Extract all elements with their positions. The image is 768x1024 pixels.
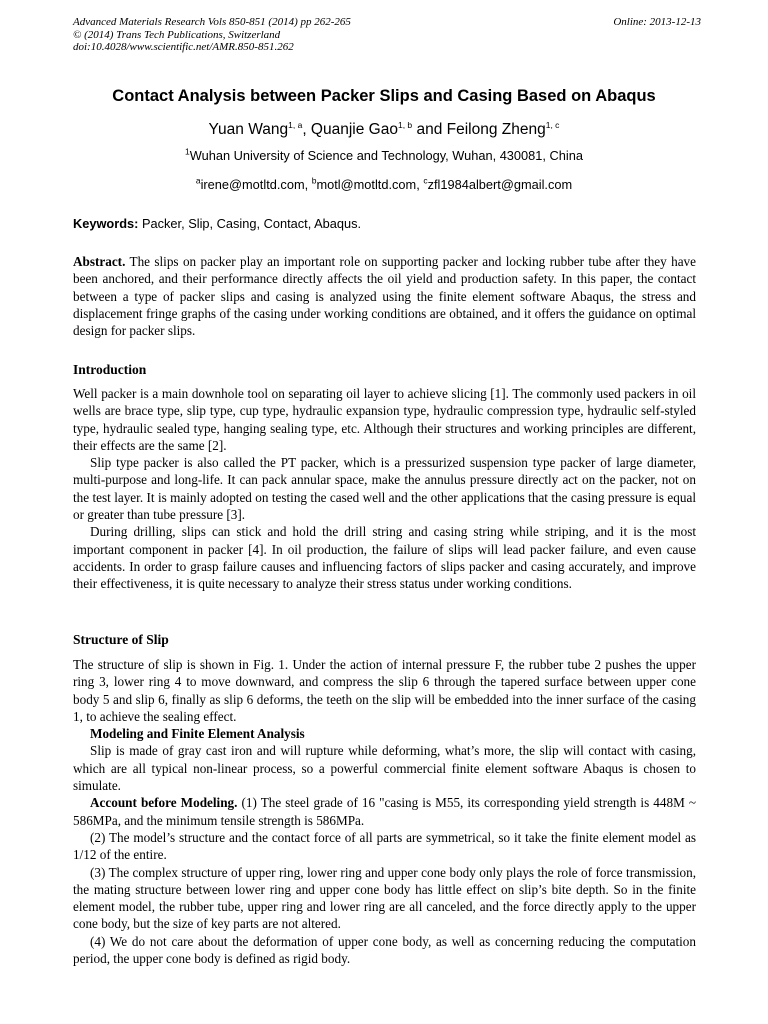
author-name: Yuan Wang bbox=[208, 121, 289, 138]
paragraph: Slip is made of gray cast iron and will rupture while deforming, what’s more, the slip will contact with casing, which are all typical non-linear process, so a powerful commercial finite element software Abaqus is chosen to simulate. bbox=[73, 743, 696, 794]
email-text: zfl1984albert@gmail.com bbox=[427, 177, 573, 192]
journal-citation: Advanced Materials Research Vols 850-851 (2014) pp 262-265 bbox=[73, 16, 351, 28]
journal-header bbox=[73, 16, 701, 54]
abstract bbox=[73, 253, 696, 339]
email-text: motl@motltd.com, bbox=[316, 177, 424, 192]
introduction-heading: Introduction bbox=[73, 362, 147, 377]
email-superscript: a bbox=[195, 175, 201, 186]
copyright-line: © (2014) Trans Tech Publications, Switzerland bbox=[73, 28, 281, 41]
keywords-label: Keywords: bbox=[73, 216, 139, 231]
affiliation-superscript: 1 bbox=[185, 146, 190, 157]
author-name: and Feilong Zheng bbox=[412, 121, 546, 138]
paragraph: Well packer is a main downhole tool on separating oil layer to achieve slicing [1]. The commonly used packers in oil wells are brace type, slip type, cup type, hydraulic expansion type, hydraulic compression type, hydraulic self-styled type, hydraulic sealed type, hanging sealing type, etc. Although their structures and working principles are different, their effects are the same [2]. bbox=[73, 386, 696, 453]
keywords-text: Packer, Slip, Casing, Contact, Abaqus. bbox=[138, 216, 362, 231]
introduction-body bbox=[73, 385, 696, 593]
paragraph-text: (1) The steel grade of 16 "casing is M55, its corresponding yield strength is 448M ~ 586MPa, and the minimum tensile strength is 586MPa. bbox=[73, 795, 696, 828]
author-list bbox=[0, 121, 768, 139]
author-superscript: 1, a bbox=[288, 119, 303, 130]
paragraph: (3) The complex structure of upper ring, lower ring and upper cone body only plays the role of force transmission, the mating structure between lower ring and upper cone body has little effect on slip’s bite depth. So in the finite element model, the rubber tube, upper ring and lower ring are all canceled, and the force directly apply to the upper cone body, but the size of key parts are not altered. bbox=[73, 864, 696, 932]
author-name: , Quanjie Gao bbox=[302, 121, 398, 138]
author-superscript: 1, b bbox=[397, 119, 413, 130]
abstract-text: The slips on packer play an important role on supporting packer and locking rubber tube after they have been anchored, and their performance directly affects the oil yield and production safety. In this paper, the contact between a type of packer slips and casing is analyzed using the finite element software Abaqus, the stress and displacement fringe graphs of the casing under working conditions are obtained, and it offers the guidance on optimal design for packer slips. bbox=[73, 254, 696, 339]
abstract-label: Abstract. bbox=[73, 254, 126, 269]
doi-line: doi:10.4028/www.scientific.net/AMR.850-851.262 bbox=[73, 41, 294, 53]
subsection-heading: Modeling and Finite Element Analysis bbox=[90, 726, 305, 742]
paragraph: (2) The model’s structure and the contact force of all parts are symmetrical, so it take the finite element model as 1/12 of the entire. bbox=[73, 829, 696, 863]
account-label: Account before Modeling. bbox=[90, 795, 238, 811]
author-superscript: 1, c bbox=[545, 119, 560, 130]
paragraph: (4) We do not care about the deformation of upper cone body, as well as concerning reducing the computation period, the upper cone body is defined as rigid body. bbox=[73, 933, 696, 967]
paper-title: Contact Analysis between Packer Slips and Casing Based on Abaqus bbox=[112, 87, 656, 105]
affiliation-text: Wuhan University of Science and Technology, Wuhan, 430081, China bbox=[189, 148, 583, 163]
paragraph: Slip type packer is also called the PT packer, which is a pressurized suspension type packer of large diameter, multi-purpose and long-life. It can pack annular space, make the annulus pressure directly act on the packer, not on the test layer. It is mainly adopted on testing the cased well and the other applications that the casing pressure is equal or greater than tube pressure [3]. bbox=[73, 455, 696, 523]
author-emails bbox=[0, 177, 768, 192]
structure-body bbox=[73, 656, 696, 967]
paragraph: During drilling, slips can stick and hold the drill string and casing string while striping, and it is the most important component in packer [4]. In oil production, the failure of slips will lead packer failure, and even cause accidents. In order to grasp failure causes and influencing factors of slips packer and casing accurately, and improve their effectiveness, it is quite necessary to analyze their stress status under working conditions. bbox=[73, 524, 696, 592]
email-superscript: c bbox=[423, 175, 428, 186]
keywords bbox=[73, 216, 361, 231]
email-text: irene@motltd.com, bbox=[200, 177, 312, 192]
online-date: Online: 2013-12-13 bbox=[613, 16, 701, 28]
structure-heading: Structure of Slip bbox=[73, 632, 169, 647]
affiliation bbox=[0, 148, 768, 163]
paragraph: The structure of slip is shown in Fig. 1. Under the action of internal pressure F, the rubber tube 2 pushes the upper ring 3, lower ring 4 to move downward, and compress the slip 6 through the tapered surface between upper cone body 5 and slip 6, finally as slip 6 deforms, the teeth on the slip will be embedded into the inner surface of the casing 1, to achieve the sealing effect. bbox=[73, 657, 696, 724]
email-superscript: b bbox=[311, 175, 317, 186]
